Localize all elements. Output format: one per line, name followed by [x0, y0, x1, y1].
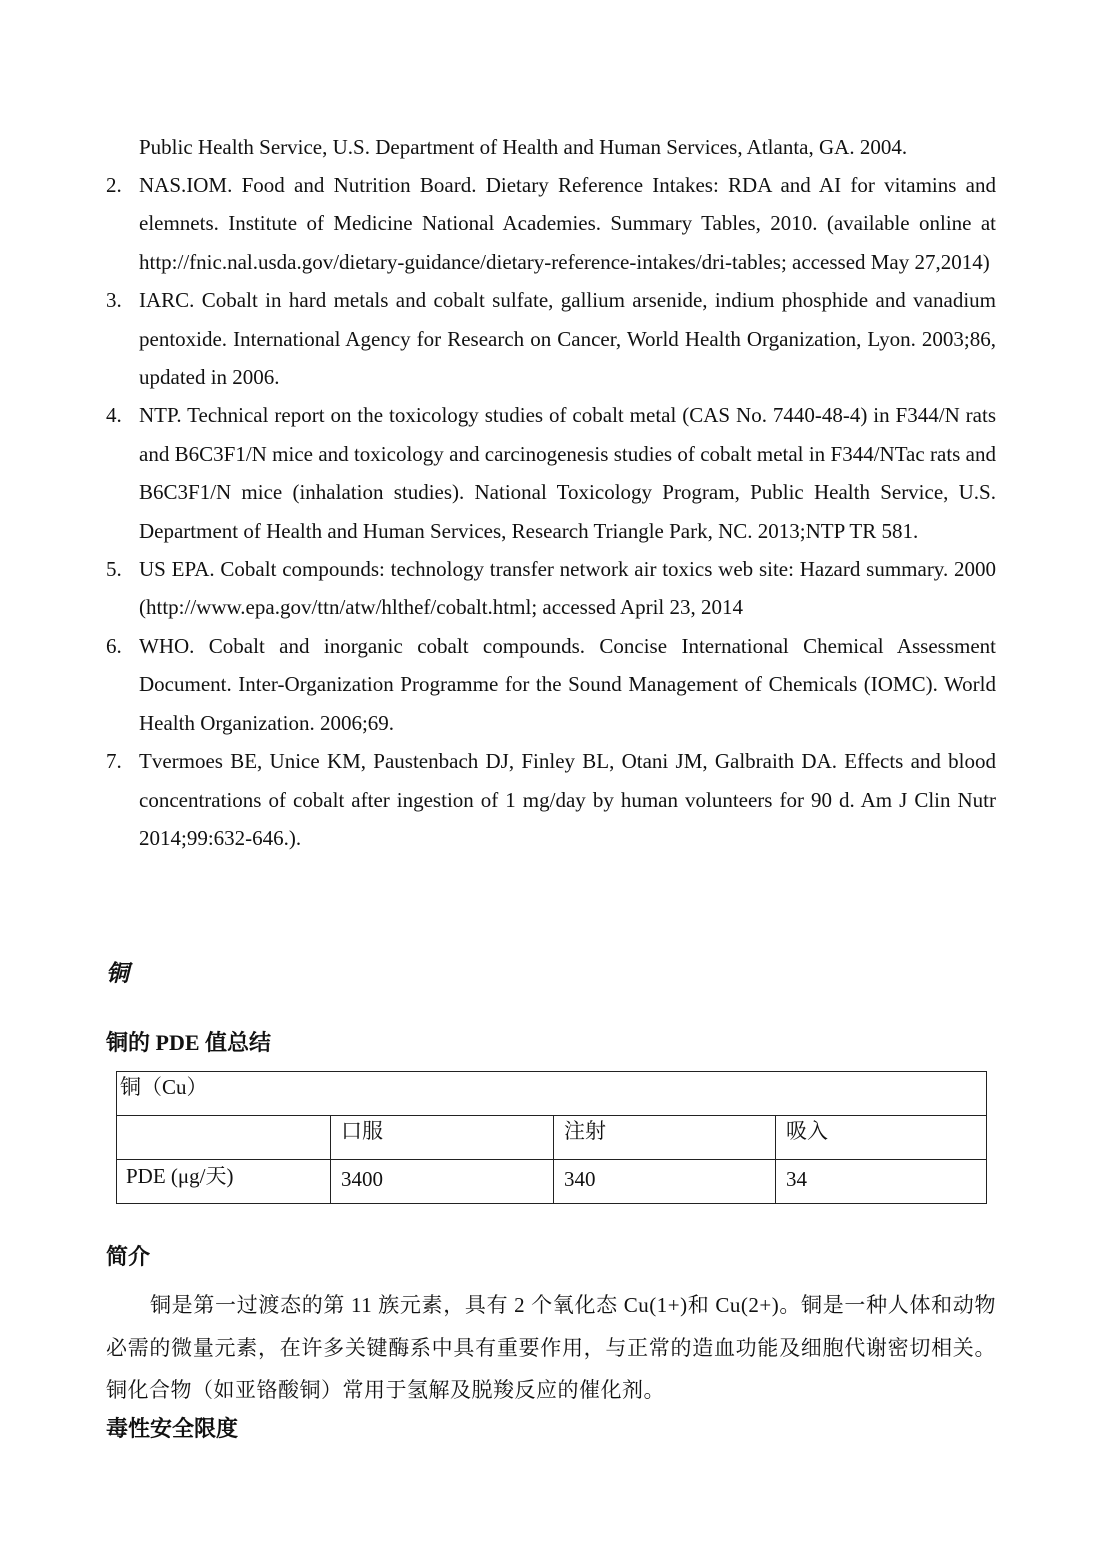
reference-item	[106, 627, 996, 742]
reference-text: US EPA. Cobalt compounds: technology transfer network air toxics web site: Hazard summary. 2000 (http://www.epa.gov/ttn/atw/hlthef/cobalt.html; accessed April 23, 2014	[139, 557, 996, 620]
pde-row-label: PDE (μg/天)	[117, 1160, 331, 1204]
reference-text: WHO. Cobalt and inorganic cobalt compounds. Concise International Chemical Assessment Document. Inter-Organization Programme for the Sound Management of Chemicals (IOMC). World Health Organization. 2006;69.	[139, 633, 996, 735]
reference-number: 3.	[106, 288, 122, 313]
reference-number: 5.	[106, 557, 122, 582]
pde-value-inhalation: 34	[776, 1160, 987, 1204]
empty-cell	[117, 1116, 331, 1160]
pde-value-parenteral: 340	[554, 1160, 776, 1204]
element-label-cell: 铜（Cu）	[117, 1072, 987, 1116]
route-header-inhalation: 吸入	[776, 1116, 987, 1160]
section-title: 铜	[106, 961, 129, 986]
intro-heading: 简介	[106, 1244, 151, 1269]
reference-text: Tvermoes BE, Unice KM, Paustenbach DJ, Finley BL, Otani JM, Galbraith DA. Effects and blood concentrations of cobalt after ingestion of 1 mg/day by human volunteers for 90 d. Am J Clin Nutr 2014;99:632-646.).	[139, 749, 996, 850]
reference-continuation: Public Health Service, U.S. Department of Health and Human Services, Atlanta, GA. 2004.	[139, 135, 908, 159]
toxicity-heading: 毒性安全限度	[106, 1416, 239, 1441]
reference-number: 2.	[106, 173, 122, 197]
reference-item	[106, 281, 996, 396]
pde-table	[116, 1071, 987, 1204]
reference-number: 6.	[106, 633, 122, 658]
route-header-oral: 口服	[331, 1116, 554, 1160]
reference-number: 4.	[106, 403, 122, 428]
reference-item	[106, 742, 996, 857]
reference-text: NAS.IOM. Food and Nutrition Board. Dietary Reference Intakes: RDA and AI for vitamins and elemnets. Institute of Medicine National Academies. Summary Tables, 2010. (available online at http://fnic.nal.usda.gov/dietary-guidance/dietary-reference-intakes/dri-tables; accessed May 27,2014)	[139, 173, 996, 274]
reference-item	[106, 550, 996, 627]
reference-list	[106, 166, 996, 857]
pde-summary-heading: 铜的 PDE 值总结	[106, 1030, 272, 1055]
reference-item	[106, 166, 996, 281]
route-header-parenteral: 注射	[554, 1116, 776, 1160]
reference-number: 7.	[106, 749, 122, 774]
pde-value-oral: 3400	[331, 1160, 554, 1204]
reference-text: IARC. Cobalt in hard metals and cobalt sulfate, gallium arsenide, indium phosphide and vanadium pentoxide. International Agency for Research on Cancer, World Health Organization, Lyon. 2003;86, updated in 2006.	[139, 288, 996, 390]
reference-text: NTP. Technical report on the toxicology studies of cobalt metal (CAS No. 7440-48-4) in F344/N rats and B6C3F1/N mice and toxicology and carcinogenesis studies of cobalt metal in F344/NTac rats and B6C3F1/N mice (inhalation studies). National Toxicology Program, Public Health Service, U.S. Department of Health and Human Services, Research Triangle Park, NC. 2013;NTP TR 581.	[139, 403, 996, 543]
reference-item	[106, 396, 996, 550]
intro-paragraph: 铜是第一过渡态的第 11 族元素，具有 2 个氧化态 Cu(1+)和 Cu(2+)。铜是一种人体和动物必需的微量元素，在许多关键酶系中具有重要作用，与正常的造血功能及细胞代谢密切相关。铜化合物（如亚铬酸铜）常用于氢解及脱羧反应的催化剂。	[106, 1293, 996, 1402]
